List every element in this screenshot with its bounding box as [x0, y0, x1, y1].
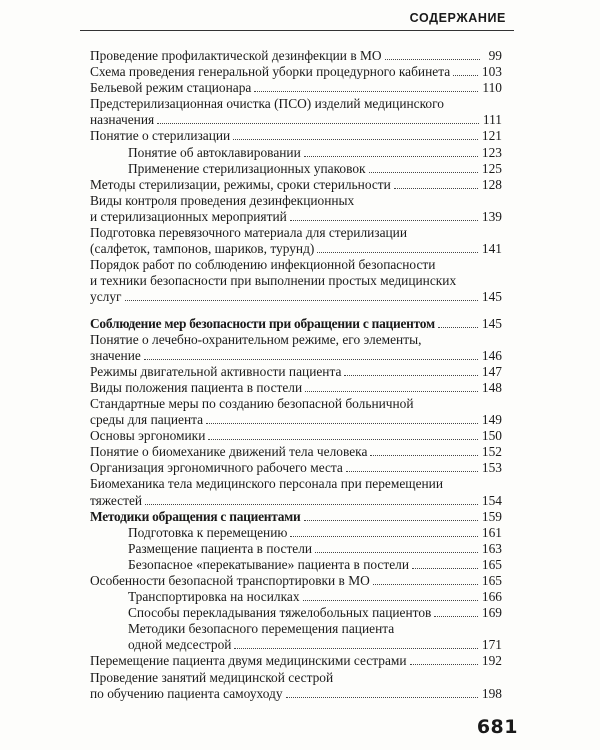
- dot-leader: [286, 689, 478, 697]
- toc-entry-title: по обучению пациента самоуходу: [90, 685, 283, 701]
- toc-page-number: 145: [481, 289, 502, 305]
- toc-page-number: 103: [481, 64, 502, 80]
- toc-entry-title: Понятие о стерилизации: [90, 128, 231, 144]
- toc-page-number: 161: [481, 524, 502, 540]
- toc-page-number: 125: [481, 160, 502, 176]
- dot-leader: [254, 84, 478, 92]
- toc-page-number: 165: [481, 573, 502, 588]
- toc-subentry[interactable]: [90, 589, 502, 605]
- toc-page-number: 121: [481, 128, 502, 144]
- dot-leader: [453, 68, 478, 76]
- toc-entry-title: Транспортировка на носилках: [128, 589, 300, 605]
- dot-leader: [315, 544, 478, 552]
- toc-entry[interactable]: [90, 444, 502, 460]
- toc-entry-title: Бельевой режим стационара: [90, 80, 252, 96]
- dot-leader: [304, 512, 478, 520]
- toc-entry[interactable]: [90, 428, 502, 444]
- toc-entry-title: Режимы двигательной активности пациента: [90, 363, 342, 379]
- page-number: 681: [476, 716, 518, 738]
- toc-entry-title: среды для пациента: [90, 412, 204, 428]
- toc-page-number: 149: [481, 412, 502, 428]
- dot-leader: [394, 180, 478, 188]
- toc-entry[interactable]: [90, 177, 502, 193]
- toc-entry-title: значение: [90, 347, 141, 363]
- toc-entry-title: Применение стерилизационных упаковок: [128, 160, 366, 176]
- toc-subentry[interactable]: [90, 145, 502, 161]
- dot-leader: [290, 528, 478, 536]
- toc-subentry[interactable]: [90, 605, 502, 621]
- toc-entry[interactable]: [90, 460, 502, 476]
- toc-entry[interactable]: [90, 48, 502, 64]
- dot-leader: [344, 367, 477, 375]
- toc-page-number: 166: [481, 589, 502, 605]
- dot-leader: [157, 116, 479, 124]
- toc-entry-title: услуг: [90, 289, 122, 305]
- toc-entry-line: Понятие о лечебно-охранительном режиме, его элементы,: [90, 331, 422, 347]
- dot-leader: [434, 609, 478, 617]
- toc-entry-title: одной медсестрой: [128, 637, 232, 653]
- toc-entry-title: тяжестей: [90, 492, 143, 508]
- toc-page-number: 169: [481, 605, 502, 621]
- toc-page-number: 147: [481, 363, 502, 379]
- toc-subentry[interactable]: [90, 525, 502, 541]
- toc-page-number: 159: [481, 508, 502, 524]
- toc-entry-title: Подготовка к перемещению: [128, 524, 288, 540]
- toc-page-number: 128: [481, 176, 502, 192]
- dot-leader: [125, 293, 478, 301]
- toc-page-number: 163: [481, 540, 502, 556]
- toc-entry-line: Предстерилизационная очистка (ПСО) изделий медицинского: [90, 96, 444, 112]
- toc-section-heading[interactable]: [90, 509, 502, 525]
- dot-leader: [144, 351, 478, 359]
- toc-page-number: 154: [481, 492, 502, 508]
- toc-entry-title: и стерилизационных мероприятий: [90, 208, 287, 224]
- toc-page-number: 152: [481, 444, 502, 460]
- dot-leader: [317, 245, 478, 253]
- toc-entry[interactable]: [90, 64, 502, 80]
- toc-entry-line: Порядок работ по соблюдению инфекционной безопасности: [90, 257, 436, 273]
- toc-entry-title: Виды положения пациента в постели: [90, 379, 303, 395]
- dot-leader: [290, 213, 478, 221]
- header-title: СОДЕРЖАНИЕ: [409, 11, 506, 25]
- toc-entry-title: Понятие о биомеханике движений тела человека: [90, 444, 368, 460]
- toc-entry-title: Особенности безопасной транспортировки в МО: [90, 573, 370, 588]
- toc-entry-title: Безопасное «перекатывание» пациента в постели: [128, 556, 409, 572]
- dot-leader: [234, 641, 477, 649]
- dot-leader: [233, 132, 478, 140]
- dot-leader: [438, 319, 478, 327]
- toc-entry-title: Понятие об автоклавировании: [128, 144, 301, 160]
- toc-page-number: 150: [481, 428, 502, 444]
- toc-entry[interactable]: [90, 80, 502, 96]
- toc-page-number: 153: [481, 460, 502, 476]
- toc-entry[interactable]: [90, 396, 502, 428]
- toc-entry-title: Перемещение пациента двумя медицинскими сестрами: [90, 653, 407, 669]
- toc-entry-title: Размещение пациента в постели: [128, 540, 313, 556]
- toc-page-number: 110: [482, 80, 502, 96]
- toc-entry[interactable]: [90, 128, 502, 144]
- toc-entry[interactable]: [90, 380, 502, 396]
- toc-entry[interactable]: [90, 476, 502, 508]
- toc-entry-title: назначения: [90, 112, 155, 128]
- toc-entry-title: Схема проведения генеральной уборки процедурного кабинета: [90, 64, 451, 80]
- toc-entry-title: Проведение профилактической дезинфекции в МО: [90, 48, 382, 63]
- running-header: [80, 8, 514, 31]
- toc-entry-title: Основы эргономики: [90, 428, 206, 444]
- toc-subentry[interactable]: [90, 557, 502, 573]
- toc-entry[interactable]: [90, 653, 502, 669]
- toc-page-number: 165: [481, 556, 502, 572]
- dot-leader: [346, 464, 478, 472]
- toc-page-number: 123: [481, 144, 502, 160]
- toc-section-heading[interactable]: [90, 316, 502, 332]
- toc-entry[interactable]: [90, 670, 502, 702]
- dot-leader: [370, 448, 478, 456]
- toc-entry[interactable]: [90, 332, 502, 364]
- toc-page-number: 146: [481, 347, 502, 363]
- toc-entry-title: Методики обращения с пациентами: [90, 508, 301, 524]
- dot-leader: [412, 561, 478, 569]
- dot-leader: [373, 577, 478, 585]
- table-of-contents: [90, 48, 502, 702]
- toc-entry[interactable]: [90, 193, 502, 225]
- dot-leader: [410, 657, 478, 665]
- toc-entry[interactable]: [90, 257, 502, 305]
- toc-entry[interactable]: [90, 96, 502, 128]
- toc-entry-line: Стандартные меры по созданию безопасной больничной: [90, 395, 414, 411]
- dot-leader: [145, 496, 478, 504]
- toc-page-number: 148: [481, 379, 502, 395]
- toc-page-number: 141: [481, 241, 502, 257]
- toc-entry-title: Способы перекладывания тяжелобольных пациентов: [128, 605, 432, 621]
- toc-subentry[interactable]: [90, 541, 502, 557]
- toc-entry-line: Проведение занятий медицинской сестрой: [90, 669, 334, 685]
- toc-page-number: 192: [481, 653, 502, 669]
- dot-leader: [385, 52, 480, 60]
- toc-entry-title: Организация эргономичного рабочего места: [90, 460, 343, 476]
- dot-leader: [304, 148, 478, 156]
- toc-entry-title: Соблюдение мер безопасности при обращении с пациентом: [90, 315, 435, 331]
- toc-subentry[interactable]: [90, 161, 502, 177]
- toc-page-number: 111: [482, 112, 502, 128]
- toc-page-number: 139: [481, 208, 502, 224]
- dot-leader: [305, 384, 478, 392]
- toc-entry-line: и техники безопасности при выполнении простых медицинских: [90, 273, 457, 289]
- toc-entry[interactable]: [90, 225, 502, 257]
- toc-page-number: 145: [481, 315, 502, 331]
- toc-entry-title: Методы стерилизации, режимы, сроки стерильности: [90, 176, 391, 192]
- toc-entry-line: Виды контроля проведения дезинфекционных: [90, 192, 355, 208]
- toc-entry-title: (салфеток, тампонов, шариков, турунд): [90, 241, 315, 257]
- toc-entry-line: Подготовка перевязочного материала для стерилизации: [90, 225, 408, 241]
- dot-leader: [208, 432, 478, 440]
- dot-leader: [369, 164, 478, 172]
- toc-entry-line: Биомеханика тела медицинского персонала при перемещении: [90, 476, 444, 492]
- toc-subentry[interactable]: [90, 621, 502, 653]
- toc-page-number: 198: [481, 685, 502, 701]
- dot-leader: [206, 416, 478, 424]
- toc-page-number: 171: [481, 637, 502, 653]
- toc-page-number: 99: [488, 48, 502, 63]
- toc-entry-line: Методики безопасного перемещения пациента: [128, 621, 395, 637]
- toc-entry[interactable]: [90, 364, 502, 380]
- dot-leader: [303, 593, 478, 601]
- toc-entry[interactable]: [90, 573, 502, 589]
